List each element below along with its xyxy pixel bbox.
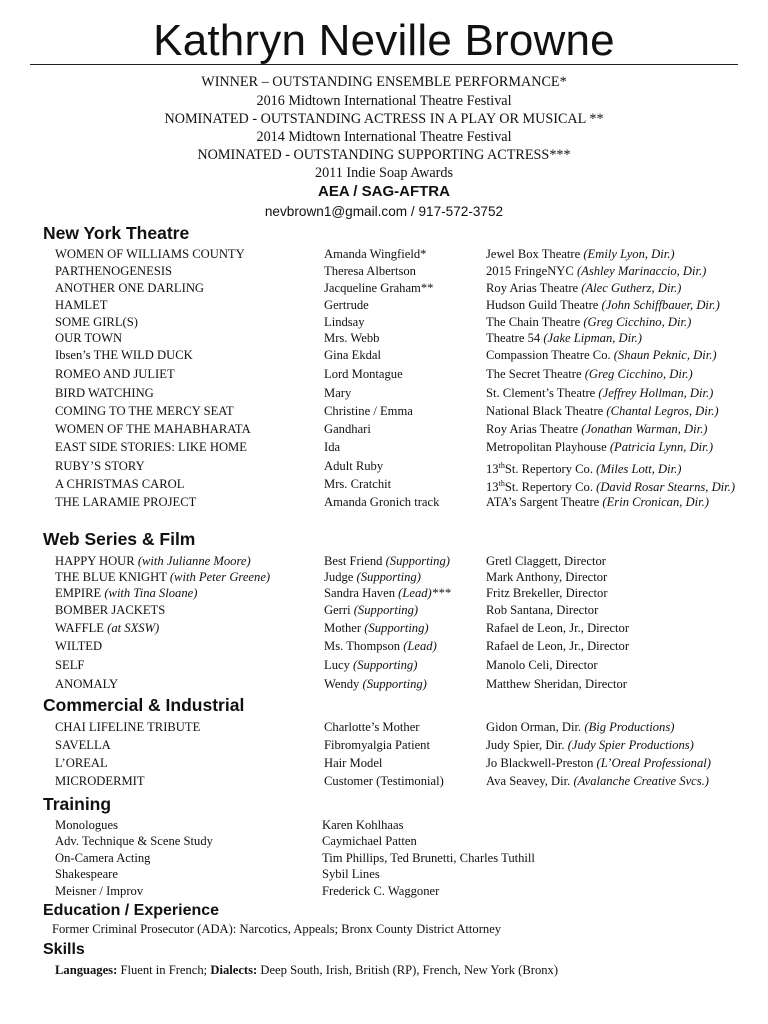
section-heading-skills: Skills	[43, 941, 85, 958]
director: Judy Spier, Dir.	[486, 738, 565, 752]
table-row	[0, 736, 768, 754]
show-title: OUR TOWN	[55, 331, 123, 345]
table-row	[0, 475, 768, 493]
project-title: MICRODERMIT	[55, 774, 145, 788]
role: Theresa Albertson	[324, 264, 416, 278]
languages-value: Fluent in French;	[120, 963, 208, 977]
table-row	[0, 262, 768, 280]
venue: The Chain Theatre	[486, 315, 581, 329]
show-title: A CHRISTMAS CAROL	[55, 477, 185, 491]
role	[324, 601, 418, 619]
table-row	[0, 365, 768, 383]
venue: National Black Theatre	[486, 404, 604, 418]
actor-name: Kathryn Neville Browne	[153, 16, 615, 65]
award-line: 2016 Midtown International Theatre Festival	[256, 93, 512, 109]
show-title: RUBY’S STORY	[55, 459, 145, 473]
show-title: Ibsen’s THE WILD DUCK	[55, 348, 193, 362]
role-type: (Supporting)	[356, 570, 421, 584]
table-row	[0, 754, 768, 772]
role: Amanda Gronich track	[324, 495, 440, 509]
director: (Shaun Peknic, Dir.)	[613, 348, 717, 362]
production-company: (L’Oreal Professional)	[596, 756, 711, 770]
section-heading-new-york-theatre: New York Theatre	[43, 223, 190, 243]
training-subject: Adv. Technique & Scene Study	[55, 834, 213, 848]
role-name: Judge	[324, 570, 354, 584]
project	[55, 619, 159, 637]
table-row	[0, 584, 768, 602]
show-title: WOMEN OF WILLIAMS COUNTY	[55, 247, 245, 261]
venue-director	[486, 438, 713, 456]
role: Lord Montague	[324, 367, 403, 381]
venue-director	[486, 402, 719, 420]
show-title: PARTHENOGENESIS	[55, 264, 173, 278]
venue: Metropolitan Playhouse	[486, 440, 607, 454]
production-company: (Avalanche Creative Svcs.)	[573, 774, 709, 788]
table-row	[0, 384, 768, 402]
project-note: (with Julianne Moore)	[137, 554, 251, 568]
role	[324, 619, 429, 637]
project	[55, 637, 102, 655]
show-title: WOMEN OF THE MAHABHARATA	[55, 422, 251, 436]
venue-director	[486, 329, 642, 347]
table-row	[0, 245, 768, 263]
director: (Chantal Legros, Dir.)	[606, 404, 719, 418]
role	[324, 656, 417, 674]
director-credit: Rob Santana, Director	[486, 603, 599, 617]
role: Customer (Testimonial)	[324, 774, 444, 788]
role-name: Lucy	[324, 658, 350, 672]
award-line: 2014 Midtown International Theatre Festival	[256, 129, 512, 145]
award-line: NOMINATED - OUTSTANDING SUPPORTING ACTRESS***	[197, 147, 571, 163]
role-name: Best Friend	[324, 554, 383, 568]
award-line: 2011 Indie Soap Awards	[314, 165, 454, 181]
venue: 2015 FringeNYC	[486, 264, 574, 278]
table-row	[0, 832, 768, 850]
venue: St. Repertory Co.	[504, 462, 593, 477]
dialects-label: Dialects:	[210, 963, 258, 977]
union-affiliation: AEA / SAG-AFTRA	[318, 183, 450, 200]
venue-director	[486, 279, 681, 297]
project-title: WAFFLE	[55, 621, 104, 635]
role	[324, 637, 437, 655]
show-title: THE LARAMIE PROJECT	[55, 495, 197, 509]
production-company: (Judy Spier Productions)	[567, 738, 694, 752]
venue: Jewel Box Theatre	[486, 247, 581, 261]
director-credit: Mark Anthony, Director	[486, 570, 608, 584]
training-teacher: Tim Phillips, Ted Brunetti, Charles Tuthill	[322, 851, 535, 865]
venue: St. Repertory Co.	[504, 480, 593, 495]
director-credit: Gretl Claggett, Director	[486, 554, 606, 568]
role: Amanda Wingfield*	[324, 247, 427, 261]
director: (Erin Cronican, Dir.)	[602, 495, 709, 509]
venue-number-suffix: th	[498, 461, 505, 470]
show-title: BIRD WATCHING	[55, 386, 154, 400]
director: (Jake Lipman, Dir.)	[543, 331, 642, 345]
director-credit	[486, 718, 674, 736]
venue-director	[486, 346, 717, 364]
show-title: ANOTHER ONE DARLING	[55, 281, 205, 295]
director: (Jonathan Warman, Dir.)	[581, 422, 708, 436]
role	[324, 584, 451, 602]
project-title: L’OREAL	[55, 756, 108, 770]
section-heading-commercial-industrial: Commercial & Industrial	[43, 695, 245, 715]
table-row	[0, 772, 768, 790]
venue: ATA’s Sargent Theatre	[486, 495, 600, 509]
director-credit: Matthew Sheridan, Director	[486, 677, 627, 691]
table-row	[0, 865, 768, 883]
section-heading-web-series-film: Web Series & Film	[43, 529, 196, 549]
project-title: WILTED	[55, 639, 103, 653]
section-heading-training: Training	[43, 794, 112, 814]
training-subject: Shakespeare	[55, 867, 118, 881]
role: Hair Model	[324, 756, 383, 770]
table-row	[0, 493, 768, 511]
venue-number: 13	[486, 480, 499, 495]
show-title: SOME GIRL(S)	[55, 315, 138, 329]
training-subject: Meisner / Improv	[55, 884, 144, 898]
venue: Roy Arias Theatre	[486, 422, 579, 436]
table-row	[0, 402, 768, 420]
director-credit	[486, 736, 694, 754]
section-heading-education: Education / Experience	[43, 902, 220, 919]
director: (Alec Gutherz, Dir.)	[581, 281, 682, 295]
venue: Compassion Theatre Co.	[486, 348, 611, 362]
venue-director	[486, 365, 693, 383]
table-row	[0, 675, 768, 693]
project-title: SELF	[55, 658, 85, 672]
table-row	[0, 882, 768, 900]
director-credit	[486, 754, 711, 772]
table-row	[0, 457, 768, 475]
venue-director	[486, 420, 707, 438]
role: Mary	[324, 386, 352, 400]
venue: Theatre 54	[486, 331, 541, 345]
table-row	[0, 438, 768, 456]
table-row	[0, 329, 768, 347]
role-name: Wendy	[324, 677, 360, 691]
project-title: CHAI LIFELINE TRIBUTE	[55, 720, 201, 734]
role-type: (Supporting)	[385, 554, 450, 568]
role	[324, 675, 427, 693]
education-text: Former Criminal Prosecutor (ADA): Narcotics, Appeals; Bronx County District Attorney	[52, 922, 502, 936]
project-note: (with Tina Sloane)	[104, 586, 198, 600]
venue-director	[486, 493, 709, 511]
role-type: (Supporting)	[364, 621, 429, 635]
project-note: (with Peter Greene)	[169, 570, 271, 584]
table-row	[0, 619, 768, 637]
project	[55, 584, 197, 602]
director: Gidon Orman, Dir.	[486, 720, 582, 734]
director: (Ashley Marinaccio, Dir.)	[576, 264, 707, 278]
venue-number-suffix: th	[498, 479, 505, 488]
director-credit: Rafael de Leon, Jr., Director	[486, 639, 630, 653]
role-type: (Lead)	[403, 639, 437, 653]
project	[55, 656, 84, 674]
role-name: Sandra Haven	[324, 586, 395, 600]
venue-director	[486, 296, 720, 314]
training-teacher: Sybil Lines	[322, 867, 380, 881]
director: (David Rosar Stearns, Dir.)	[596, 480, 736, 495]
venue-director	[486, 262, 706, 280]
table-row	[0, 279, 768, 297]
show-title: ROMEO AND JULIET	[55, 367, 175, 381]
training-subject: Monologues	[55, 818, 118, 832]
role: Gandhari	[324, 422, 371, 436]
director: Jo Blackwell-Preston	[486, 756, 594, 770]
director: (Greg Cicchino, Dir.)	[584, 367, 693, 381]
project	[55, 601, 165, 619]
show-title: HAMLET	[55, 298, 108, 312]
award-line: NOMINATED - OUTSTANDING ACTRESS IN A PLAY OR MUSICAL **	[164, 111, 604, 127]
director: (Patricia Lynn, Dir.)	[609, 440, 714, 454]
training-teacher: Frederick C. Waggoner	[322, 884, 440, 898]
role: Ida	[324, 440, 341, 454]
role-type: (Supporting)	[353, 603, 419, 617]
director-credit: Manolo Celi, Director	[486, 658, 598, 672]
project-title: SAVELLA	[55, 738, 111, 752]
role-type: (Supporting)	[362, 677, 427, 691]
show-title: EAST SIDE STORIES: LIKE HOME	[55, 440, 247, 454]
dialects-value: Deep South, Irish, British (RP), French, New York (Bronx)	[260, 963, 559, 977]
languages-label: Languages:	[55, 963, 118, 977]
role: Mrs. Cratchit	[324, 477, 392, 491]
venue: Hudson Guild Theatre	[486, 298, 599, 312]
role: Gina Ekdal	[324, 348, 382, 362]
director: (Jeffrey Hollman, Dir.)	[598, 386, 714, 400]
skills-text	[55, 961, 558, 979]
venue-director	[486, 384, 713, 402]
project-title: BOMBER JACKETS	[55, 603, 166, 617]
role-type: (Supporting)	[353, 658, 418, 672]
role: Mrs. Webb	[324, 331, 380, 345]
role-name: Ms. Thompson	[324, 639, 401, 653]
table-row	[0, 656, 768, 674]
venue: The Secret Theatre	[486, 367, 582, 381]
director-credit: Rafael de Leon, Jr., Director	[486, 621, 630, 635]
production-company: (Big Productions)	[584, 720, 675, 734]
project-title: EMPIRE	[55, 586, 102, 600]
show-title: COMING TO THE MERCY SEAT	[55, 404, 234, 418]
director-credit: Fritz Brekeller, Director	[486, 586, 608, 600]
project-title: HAPPY HOUR	[55, 554, 135, 568]
director: (Miles Lott, Dir.)	[596, 462, 682, 477]
venue-director	[486, 245, 675, 263]
role-name: Gerri	[324, 603, 351, 617]
table-row	[0, 718, 768, 736]
role-name: Mother	[324, 621, 362, 635]
header-rule	[30, 64, 738, 65]
director: Ava Seavey, Dir.	[486, 774, 571, 788]
table-row	[0, 296, 768, 314]
table-row	[0, 637, 768, 655]
project-title: THE BLUE KNIGHT	[55, 570, 167, 584]
role-type: (Lead)***	[398, 586, 451, 600]
role: Jacqueline Graham**	[324, 281, 434, 295]
table-row	[0, 346, 768, 364]
training-teacher: Karen Kohlhaas	[322, 818, 404, 832]
director: (Emily Lyon, Dir.)	[583, 247, 675, 261]
role: Charlotte’s Mother	[324, 720, 420, 734]
role: Gertrude	[324, 298, 369, 312]
director-credit	[486, 772, 709, 790]
project-title: ANOMALY	[55, 677, 119, 691]
role: Fibromyalgia Patient	[324, 738, 430, 752]
project	[55, 675, 118, 693]
director: (John Schiffbauer, Dir.)	[601, 298, 720, 312]
table-row	[0, 420, 768, 438]
venue-number: 13	[486, 462, 499, 477]
role: Lindsay	[324, 315, 365, 329]
contact-info: nevbrown1@gmail.com / 917-572-3752	[264, 204, 504, 219]
table-row	[0, 601, 768, 619]
role: Adult Ruby	[324, 459, 384, 473]
training-teacher: Caymichael Patten	[322, 834, 417, 848]
project-note: (at SXSW)	[107, 621, 160, 635]
venue: St. Clement’s Theatre	[486, 386, 596, 400]
role: Christine / Emma	[324, 404, 413, 418]
director: (Greg Cicchino, Dir.)	[583, 315, 692, 329]
venue: Roy Arias Theatre	[486, 281, 579, 295]
training-subject: On-Camera Acting	[55, 851, 151, 865]
award-line: WINNER – OUTSTANDING ENSEMBLE PERFORMANCE*	[201, 74, 567, 90]
